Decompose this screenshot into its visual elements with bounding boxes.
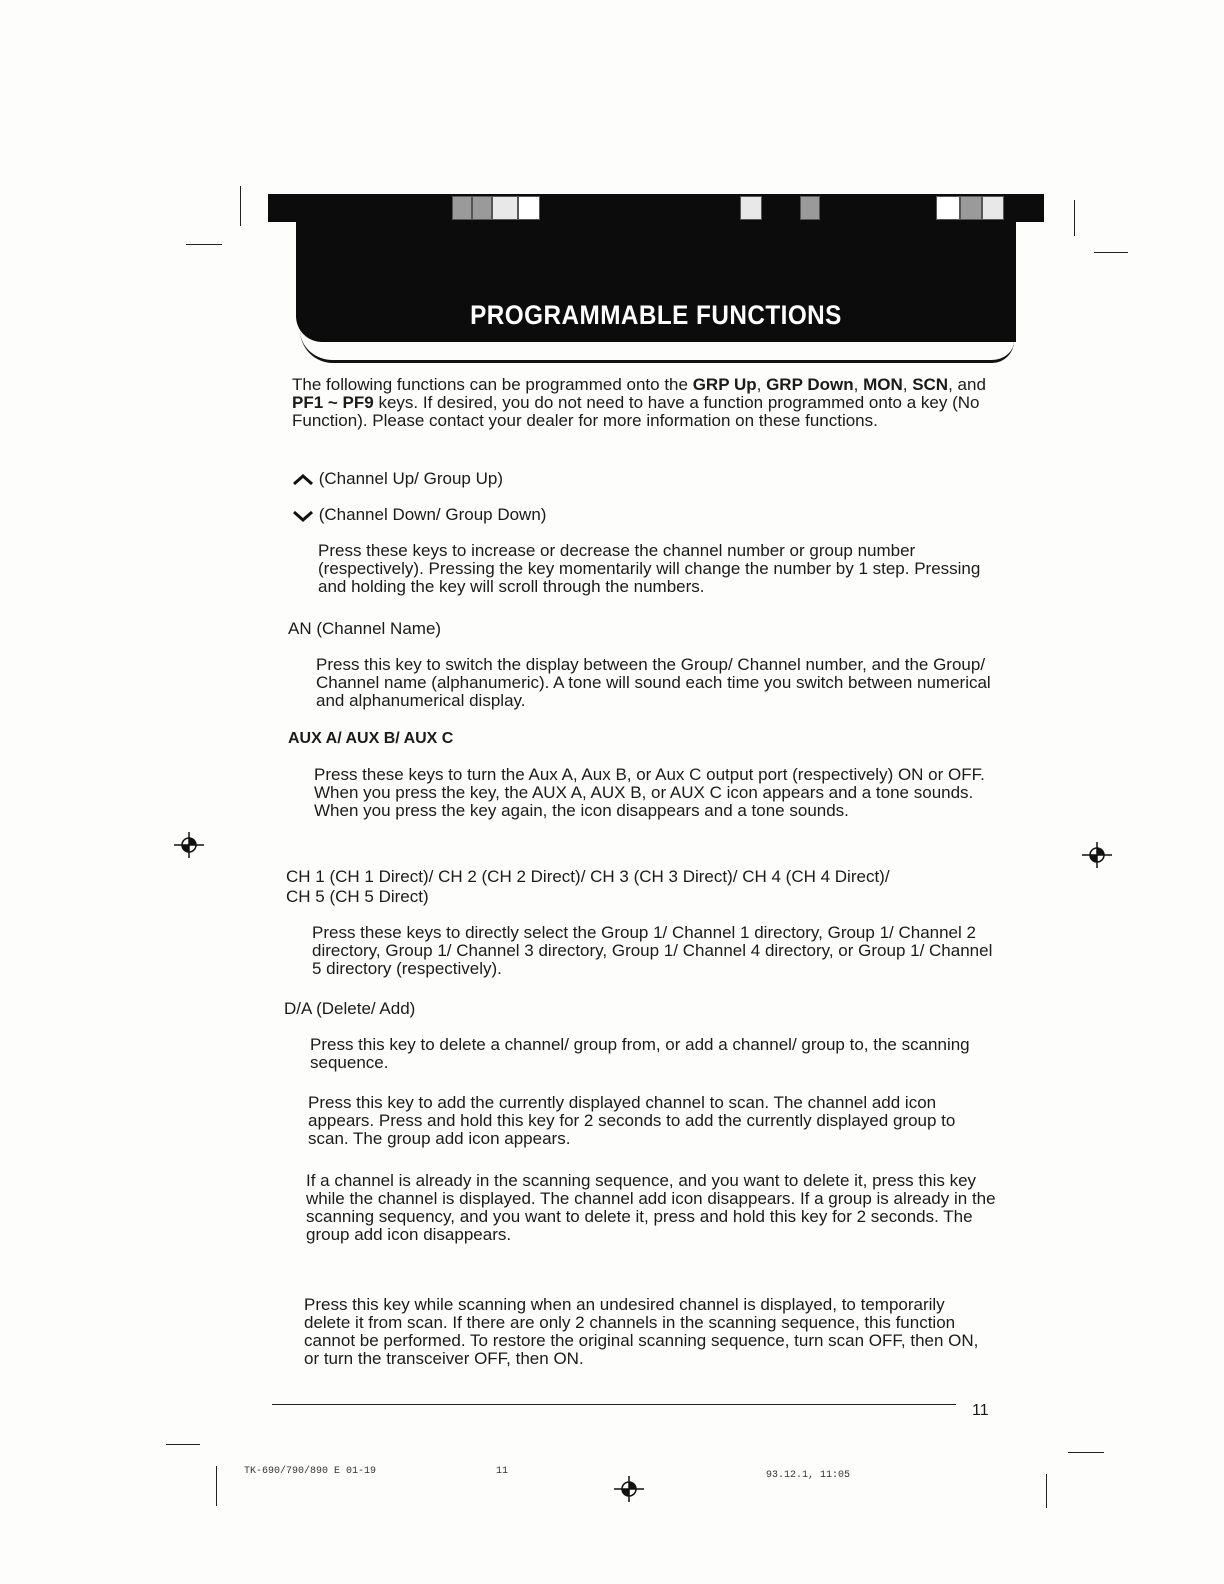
heading-aux: AUX A/ AUX B/ AUX C — [288, 730, 454, 747]
crop-mark — [1046, 1474, 1047, 1508]
heading-ch-direct-1: CH 1 (CH 1 Direct)/ CH 2 (CH 2 Direct)/ CH 3 (CH 3 Direct)/ CH 4 (CH 4 Direct)/ — [286, 867, 890, 886]
up-arrow-icon — [292, 473, 314, 487]
heading-channel-up — [292, 470, 503, 488]
da-description-2: Press this key to add the currently displayed channel to scan. The channel add icon appears. Press and hold this key for 2 seconds to add the currently displayed group to scan. The group add icon appears. — [308, 1093, 956, 1148]
page-number: 11 — [972, 1402, 989, 1419]
intro-text: , — [756, 375, 767, 394]
print-code: TK-690/790/890 E 01-19 — [244, 1466, 377, 1477]
da-description-1: Press this key to delete a channel/ group from, or add a channel/ group to, the scanning sequence. — [310, 1035, 970, 1072]
key-name: SCN — [912, 375, 949, 394]
header-banner-top — [268, 194, 1044, 222]
intro-paragraph — [292, 376, 1012, 430]
heading-delete-add: D/A (Delete/ Add) — [284, 999, 416, 1018]
heading-ch-direct-2: CH 5 (CH 5 Direct) — [286, 887, 429, 906]
crop-mark — [1074, 200, 1075, 236]
down-arrow-icon — [292, 509, 314, 523]
an-description: Press this key to switch the display between the Group/ Channel number, and the Group/ Channel name (alphanumeric). A tone will sound each time you switch between numerical and alphanumerical display. — [316, 655, 991, 710]
crop-mark — [1068, 1452, 1104, 1453]
registration-mark-icon — [174, 830, 204, 860]
intro-text: , — [902, 375, 913, 394]
registration-mark-icon — [1082, 840, 1112, 870]
crop-mark — [1094, 252, 1128, 253]
crop-mark — [166, 1444, 200, 1445]
intro-text: , — [853, 375, 859, 394]
heading-label: (Channel Up/ Group Up) — [318, 469, 503, 488]
heading-channel-name: AN (Channel Name) — [288, 619, 442, 638]
page-title: PROGRAMMABLE FUNCTIONS — [470, 300, 842, 330]
print-timestamp: 93.12.1, 11:05 — [766, 1470, 851, 1481]
heading-channel-down — [292, 506, 546, 524]
footer-rule — [272, 1404, 956, 1405]
key-name: PF1 ~ PF9 — [292, 393, 374, 412]
key-name: GRP Down — [766, 375, 854, 394]
crop-mark — [186, 244, 222, 245]
aux-description: Press these keys to turn the Aux A, Aux B, or Aux C output port (respectively) ON or OFF. When you press the key, the AUX A, AUX B, or AUX C icon appears and a tone sounds. When you press the key again, the icon disappears and a tone sounds. — [314, 765, 985, 820]
da-description-4: Press this key while scanning when an undesired channel is displayed, to temporarily delete it from scan. If there are only 2 channels in the scanning sequence, this function cannot be performed. To restore the original scanning sequence, turn scan OFF, then ON, or turn the transceiver OFF, then ON. — [304, 1295, 979, 1368]
heading-label: (Channel Down/ Group Down) — [318, 505, 547, 524]
intro-text: , and — [948, 375, 986, 394]
updown-description: Press these keys to increase or decrease the channel number or group number (respectively). Pressing the key momentarily will change the number by 1 step. Pressing and holding the key will scroll through the numbers. — [318, 541, 981, 596]
print-page: 11 — [496, 1466, 509, 1477]
key-name: GRP Up — [692, 375, 757, 394]
registration-mark-icon — [614, 1474, 644, 1504]
crop-mark — [240, 186, 241, 226]
crop-mark — [216, 1466, 217, 1506]
header-banner-curve — [300, 330, 1014, 363]
intro-text: keys. If desired, you do not need to have a function programmed onto a key (No Function). Please contact your dealer for more information on these functions. — [292, 393, 980, 430]
ch-description: Press these keys to directly select the Group 1/ Channel 1 directory, Group 1/ Channel 2 directory, Group 1/ Channel 3 directory, Group 1/ Channel 4 directory, or Group 1/ Channel 5 directory (respectively). — [312, 923, 993, 978]
da-description-3: If a channel is already in the scanning sequence, and you want to delete it, press this key while the channel is displayed. The channel add icon disappears. If a group is already in the scanning sequency, and you want to delete it, press and hold this key for 2 seconds. The group add icon disappears. — [306, 1171, 996, 1244]
intro-text: The following functions can be programmed onto the — [292, 375, 693, 394]
key-name: MON — [863, 375, 903, 394]
